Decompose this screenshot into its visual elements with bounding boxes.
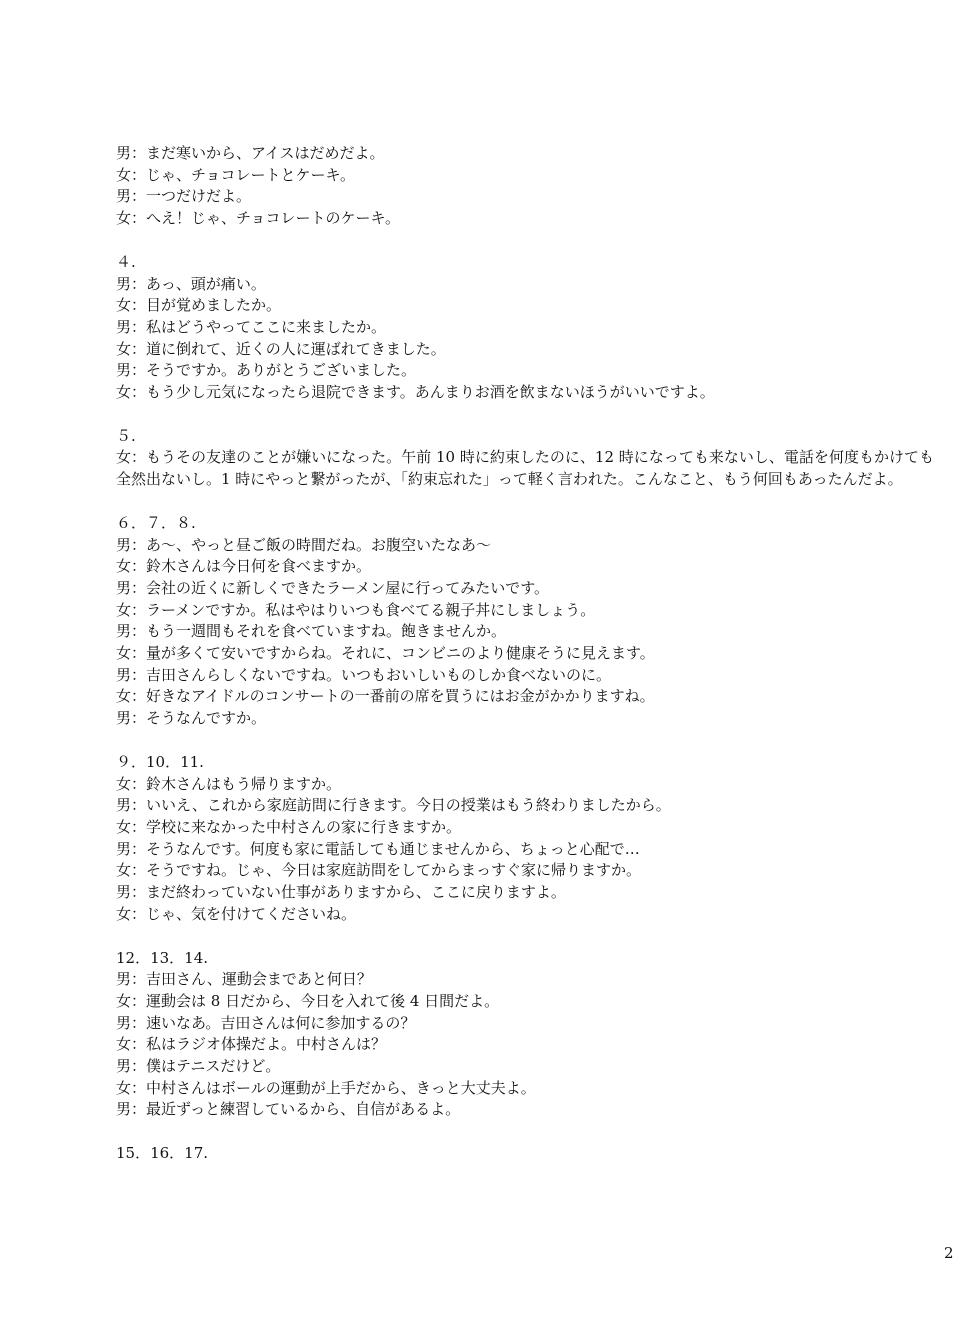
dialogue-block-4 bbox=[116, 252, 936, 404]
dialogue-line: 女：じゃ、チョコレートとケーキ。 bbox=[116, 165, 355, 184]
dialogue-line: 女：ラーメンですか。私はやはりいつも食べてる親子丼にしましょう。 bbox=[116, 600, 596, 619]
dialogue-line: 男：いいえ、これから家庭訪問に行きます。今日の授業はもう終わりましたから。 bbox=[116, 796, 671, 815]
dialogue-line: 女：じゃ、気を付けてくださいね。 bbox=[116, 904, 357, 923]
dialogue-block-5 bbox=[116, 426, 936, 491]
section-heading: ６．７．８. bbox=[116, 513, 196, 532]
dialogue-line: 男：速いなあ。吉田さんは何に参加するの？ bbox=[116, 1013, 416, 1032]
monologue-paragraph: 女：もうその友達のことが嫌いになった。午前 10 時に約束したのに、12 時になっても来ないし、電話を何度もかけても全然出ないし。1 時にやっと繋がったが、「約束忘れた」って軽く言われた。こんなこと、もう何回もあったんだよ。 bbox=[116, 448, 934, 489]
dialogue-line: 男：そうですか。ありがとうございました。 bbox=[116, 361, 417, 380]
dialogue-line: 女：道に倒れて、近くの人に運ばれてきました。 bbox=[116, 339, 446, 358]
section-heading: ４. bbox=[116, 252, 136, 271]
section-heading: ９．10．11. bbox=[116, 752, 204, 771]
dialogue-line: 男：もう一週間もそれを食べていますね。飽きませんか。 bbox=[116, 622, 507, 641]
dialogue-line: 女：鈴木さんはもう帰りますか。 bbox=[116, 774, 342, 793]
dialogue-line: 男：最近ずっと練習しているから、自信があるよ。 bbox=[116, 1100, 461, 1119]
dialogue-line: 男：吉田さん、運動会まであと何日？ bbox=[116, 970, 372, 989]
dialogue-line: 女：量が多くて安いですからね。それに、コンビニのより健康そうに見えます。 bbox=[116, 644, 655, 663]
dialogue-line: 男：僕はテニスだけど。 bbox=[116, 1057, 281, 1076]
dialogue-line: 女：目が覚めましたか。 bbox=[116, 296, 282, 315]
dialogue-line: 男：吉田さんらしくないですね。いつもおいしいものしか食べないのに。 bbox=[116, 665, 612, 684]
dialogue-line: 男：あっ、頭が痛い。 bbox=[116, 274, 266, 293]
dialogue-line: 男：そうなんです。何度も家に電話しても通じませんから、ちょっと心配で… bbox=[116, 839, 640, 858]
dialogue-line: 男：一つだけだよ。 bbox=[116, 187, 252, 206]
document-body bbox=[116, 143, 936, 1187]
dialogue-line: 女：鈴木さんは今日何を食べますか。 bbox=[116, 557, 372, 576]
page-number: 2 bbox=[944, 1244, 954, 1262]
section-heading: 15．16．17. bbox=[116, 1144, 209, 1163]
section-heading: 12．13．14. bbox=[116, 948, 209, 967]
dialogue-line: 女：私はラジオ体操だよ。中村さんは？ bbox=[116, 1035, 387, 1054]
dialogue-block-6-7-8 bbox=[116, 513, 936, 730]
dialogue-line: 男：まだ寒いから、アイスはだめだよ。 bbox=[116, 144, 385, 162]
dialogue-line: 女：運動会は 8 日だから、今日を入れて後 4 日間だよ。 bbox=[116, 991, 500, 1010]
dialogue-block-12-13-14 bbox=[116, 948, 936, 1122]
dialogue-line: 男：そうなんですか。 bbox=[116, 709, 267, 728]
section-heading: ５. bbox=[116, 426, 136, 445]
dialogue-line: 女：へえ！じゃ、チョコレートのケーキ。 bbox=[116, 209, 400, 228]
dialogue-line: 女：中村さんはボールの運動が上手だから、きっと大丈夫よ。 bbox=[116, 1078, 536, 1097]
dialogue-line: 女：そうですね。じゃ、今日は家庭訪問をしてからまっすぐ家に帰りますか。 bbox=[116, 861, 642, 880]
dialogue-line: 男：あ〜、やっと昼ご飯の時間だね。お腹空いたなあ〜 bbox=[116, 535, 492, 554]
dialogue-line: 男：私はどうやってここに来ましたか。 bbox=[116, 317, 387, 336]
dialogue-block-9-10-11 bbox=[116, 752, 936, 926]
dialogue-line: 女：学校に来なかった中村さんの家に行きますか。 bbox=[116, 817, 462, 836]
dialogue-block-15-16-17 bbox=[116, 1143, 936, 1165]
dialogue-line: 女：もう少し元気になったら退院できます。あんまりお酒を飲まないほうがいいですよ。 bbox=[116, 383, 715, 402]
dialogue-line: 女：好きなアイドルのコンサートの一番前の席を買うにはお金がかかりますね。 bbox=[116, 687, 655, 706]
dialogue-line: 男：会社の近くに新しくできたラーメン屋に行ってみたいです。 bbox=[116, 578, 550, 597]
dialogue-block-1 bbox=[116, 143, 936, 230]
dialogue-line: 男：まだ終わっていない仕事がありますから、ここに戻りますよ。 bbox=[116, 883, 566, 902]
